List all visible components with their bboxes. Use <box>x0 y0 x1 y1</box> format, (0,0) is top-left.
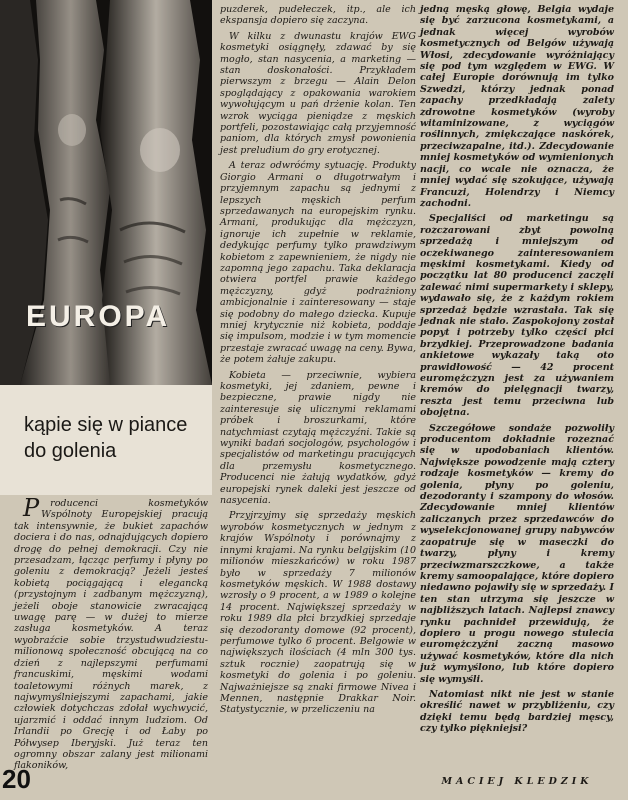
paragraph: W kilku z dwunastu krajów EWG kosmetyki osiągnęły, zdawać by się mogło, stan nasycenia, a marketing — stan doskonałości. Przykładem pierwszym z brzegu — Alain Delon spoglądający z opakowania warokiem wywołującym u pań drżenie kolan. Ten wzrok wyciąga pieniądze z męskich portfeli, pozostawiając całą przyjemność paniom, dla których zmysł powonienia jest preludium do gry erotycznej. <box>220 30 416 156</box>
paragraph: Przyjrzyjmy się sprzedaży męskich wyrobów kosmetycznych w jednym z krajów Wspólnoty i porównajmy z innymi krajami. Na rynku belgijskim (10 milionów mieszkańców) w roku 1987 było w sprzedaży 7 milionów kosmetyków męskich. W 1988 dostawy wzrosły o 9 procent, a w 1989 o kolejne 14 procent. Największej sprzedaży w roku 1989 dla płci brzydkiej sprzedaje się dezodoranty domowe (92 procent), perfumowe tylko 6 procent. Belgowie w największych ilościach (4 mln 300 tys. sztuk rocznie) zaopatrują się w kosmetyki do golenia i po goleniu. Najważniejsze są znaki firmowe Nivea i Mennen, następnie Drakkar Noir. Statystycznie, w przeliczeniu na <box>220 510 416 716</box>
paragraph: Kobieta — przeciwnie, wybiera kosmetyki, jej zdaniem, pewne i bezpieczne, prawie nigdy nie zainteresuje się ulicznymi reklamami próbek i broszurkami, które natychmiast czytają mężczyźni. Takie są wyniki badań socjologów, psychologów i specjalistów od marketingu pracujących dla przemysłu kosmetycznego. Producenci nie żałują wydatków, gdyż europejski rynek daleki jest jeszcze od nasycenia. <box>220 369 416 507</box>
paragraph: Natomiast nikt nie jest w stanie określić nawet w przybliżeniu, czy dzięki temu będą bardziej męscy, czy tylko piękniejsi? <box>420 688 614 735</box>
paragraph: jedną męską głowę, Belgia wydaje się być zarzucona kosmetykami, a jednak więcej wyrobów kosmetycznych od Belgów używają Włosi, zdecydowanie wyróżniający się pod tym względem w EWG. W całej Europie dorównują im tylko Szwedzi, którzy jednak ponad zapachy przedkładają zalety zdrowotne kosmetyków (wyroby witaminizowane, z wyciągów roślinnych, zmiękczające naskórek, przeciwzapalne, itd.). Zdecydowanie mniej kosmetyków od wymienionych nacji, co wcale nie oznacza, że mniej wydać się szokujące, używają Francuzi, Holendrzy i Niemcy zachodni. <box>420 4 614 209</box>
text-column-3 <box>420 4 614 769</box>
article-subtitle: kąpie się w piance do golenia <box>24 414 188 462</box>
text-column-1 <box>14 494 208 772</box>
paragraph: A teraz odwróćmy sytuację. Produkty Giorgio Armani o długotrwałym i przyjemnym zapachu są jednymi z lepszych męskich perfum sprzedawanych na europejskim rynku. Armani, produkując dla mężczyzn, ignoruje ich zupełnie w reklamie, dedykując perfumy tylko prawdziwym kobietom z zapewnieniem, że nigdy nie zapomną jego zapachu. Taka deklaracja otwiera portfel prawie każdego mężczyzny, gdyż podrażniony ambicjonalnie i zainteresowany — staje się podobny do małego dziecka. Kupuje mniej krytycznie niż kobieta, poddaje się impulsom, modzie i w tym momencie przestaje zwracać uwagę na ceny. Bywa, że potem żałuje zakupu. <box>220 160 416 366</box>
author-byline: MACIEJ KLEDZIK <box>441 776 593 787</box>
paragraph: Szczegółowe sondaże pozwoliły producentom dokładnie rozeznać się w upodobaniach klientów. Największe powodzenie mają cztery rodzaje kosmetyków — kremy do golenia, płyny po goleniu, dezodoranty i szampony do włosów. Zdecydowanie mniej klientów zaliczanych przez sprzedawców do wyselekcjonowanej grupy nabywców zaopatruje się w maseczki do twarzy, płyny i kremy przeciwzmarszczkowe, a także kremy samoopalające, które dopiero niedawno pojawiły się w sprzedaży. I ten stan utrzyma się jeszcze w najbliższych latach. Najlepsi znawcy rynku pachnideł przewidują, że dopiero u progu nowego stulecia euromężczyźni zaczną masowo używać kosmetyków, które dla nich już wymyślono, lub które dopiero się wymyśli. <box>420 422 614 685</box>
text-column-2 <box>220 4 416 772</box>
paragraph: Specjaliści od marketingu są rozczarowani zbyt powolną sprzedażą i mniejszym od oczekiwanego zainteresowaniem męskimi kosmetykami. Kiedy od początku lat 80 producenci zaczęli zalewać nimi supermarkety i sklepy, wydawało się, że z każdym rokiem sprzedaż będzie wzrastała. Tak się jednak nie stało. Zaspokojony został popyt i potrzeby tylko części płci brzydkiej. Przeprowadzone badania ankietowe wykazały taką oto prawidłowość — 42 procent euromężczyzn jest za używaniem kremów do pielęgnacji twarzy, reszta jest temu przeciwna lub obojętna. <box>420 213 614 419</box>
paragraph: puzderek, pudełeczek, itp., ale ich ekspansja dopiero się zaczyna. <box>220 4 416 27</box>
page-number: 20 <box>2 764 31 794</box>
paragraph: Producenci kosmetyków Wspólnoty Europejskiej pracują tak intensywnie, że bukiet zapachów dociera i do nas, odnajdujących dopiero drogę do pełnej demokracji. Czy nie przesadzam, łącząc perfumy i płyny po goleniu z demokracją? Jeżeli jesteś kobietą pociągającą i elegancką (przystojnym i zadbanym mężczyzną), jeżeli oboje stanowicie zwracającą uwagę parę — w dużej to mierze zasługa kosmetyków. A teraz wyobraźcie sobie trzystudwudziestu-milionową społeczność obcującą na co dzień z najlepszymi perfumami francuskimi, męskimi wodami toaletowymi różnych marek, z najwymyślniejszymi zapachami, jakie człowiek dotychczas zdołał wychwycić, ujarzmić i oddać innym ludziom. Od Irlandii po Grecję i od Łaby po Półwysep Iberyjski. Już teraz ten ogromny obszar zalany jest milionami flakoników, <box>14 494 208 772</box>
article-title: EUROPA <box>26 300 171 333</box>
